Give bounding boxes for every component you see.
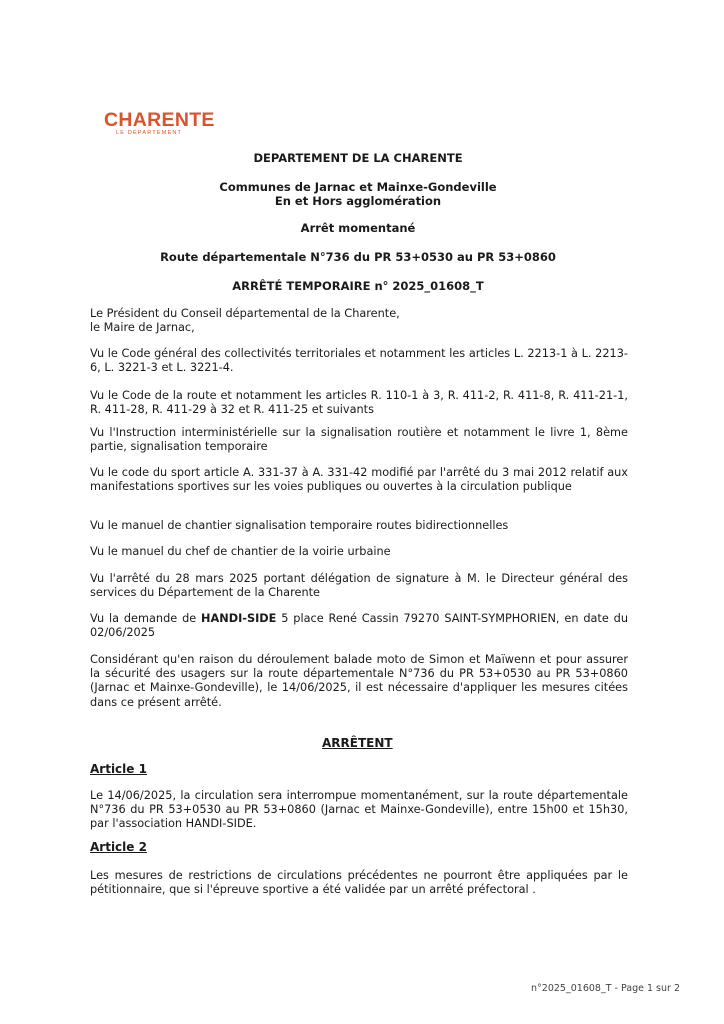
maire-line: le Maire de Jarnac, <box>90 321 195 334</box>
vu-paragraph-8 <box>90 612 628 640</box>
vu-paragraph-7: Vu l'arrêté du 28 mars 2025 portant délégation de signature à M. le Directeur général des services du Département de la Charente <box>90 572 628 600</box>
article-2-title: Article 2 <box>90 840 147 854</box>
communes-heading <box>90 180 626 208</box>
article-1-title: Article 1 <box>90 762 147 776</box>
logo-name: CHARENTE <box>104 109 215 131</box>
route-heading: Route départementale N°736 du PR 53+0530 au PR 53+0860 <box>160 250 556 264</box>
charente-logo <box>104 110 214 137</box>
vu-paragraph-1: Vu le Code général des collectivités territoriales et notamment les articles L. 2213-1 à L. 2213-6, L. 3221-3 et L. 3221-4. <box>90 347 628 375</box>
vu-paragraph-2: Vu le Code de la route et notamment les articles R. 110-1 à 3, R. 411-2, R. 411-8, R. 411-21-1, R. 411-28, R. 411-29 à 32 et R. 411-25 et suivants <box>90 389 628 417</box>
vu-8-suffix: 5 place René Cassin 79270 SAINT-SYMPHORIEN, en date du 02/06/2025 <box>90 612 628 640</box>
arrete-number: ARRÊTÉ TEMPORAIRE n° 2025_01608_T <box>232 279 484 293</box>
arret-type: Arrêt momentané <box>300 221 416 235</box>
article-2-text: Les mesures de restrictions de circulations précédentes ne pourront être appliquées par le pétitionnaire, que si l'épreuve sportive a été validée par un arrêté préfectoral . <box>90 869 628 897</box>
vu-paragraph-4: Vu le code du sport article A. 331-37 à A. 331-42 modifié par l'arrêté du 3 mai 2012 relatif aux manifestations sportives sur les voies publiques ou ouvertes à la circulation publique <box>90 466 628 494</box>
page-footer: n°2025_01608_T - Page 1 sur 2 <box>531 983 680 994</box>
vu-8-prefix: Vu la demande de <box>90 612 202 625</box>
vu-paragraph-6: Vu le manuel du chef de chantier de la voirie urbaine <box>90 545 391 558</box>
communes-line-1: Communes de Jarnac et Mainxe-Gondeville <box>219 180 497 194</box>
communes-line-2: En et Hors agglomération <box>274 194 442 208</box>
arretent-heading: ARRÊTENT <box>322 736 393 750</box>
vu-8-applicant: HANDI-SIDE <box>201 612 277 625</box>
vu-paragraph-5: Vu le manuel de chantier signalisation temporaire routes bidirectionnelles <box>90 519 509 532</box>
logo-subtitle: LE DÉPARTEMENT <box>116 130 183 136</box>
vu-paragraph-3: Vu l'Instruction interministérielle sur la signalisation routière et notamment le livre 1, 8ème partie, signalisation temporaire <box>90 426 628 454</box>
considerant-paragraph: Considérant qu'en raison du déroulement balade moto de Simon et Maïwenn et pour assurer la sécurité des usagers sur la route départementale N°736 du PR 53+0530 au PR 53+0860 (Jarnac et Mainxe-Gondeville), le 14/06/2025, il est nécessaire d'appliquer les mesures citées dans ce présent arrêté. <box>90 653 628 709</box>
article-1-text: Le 14/06/2025, la circulation sera interrompue momentanément, sur la route départementale N°736 du PR 53+0530 au PR 53+0860 (Jarnac et Mainxe-Gondeville), entre 15h00 et 15h30, par l'association HANDI-SIDE. <box>90 789 628 831</box>
president-line: Le Président du Conseil départemental de la Charente, <box>90 307 400 320</box>
department-title: DEPARTEMENT DE LA CHARENTE <box>253 151 463 165</box>
